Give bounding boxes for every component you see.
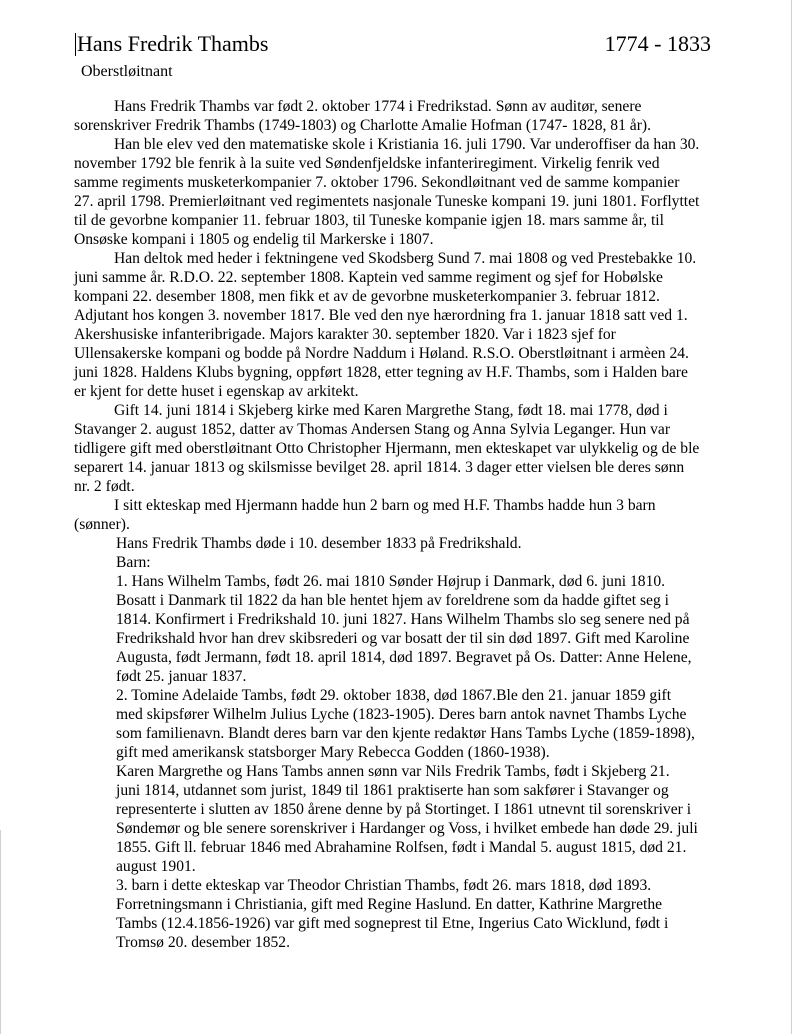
page-title[interactable]: Hans Fredrik Thambs: [77, 31, 269, 56]
text-line[interactable]: Onsøske kompani i 1805 og endelig til Markerske i 1807.: [74, 231, 434, 248]
text-line[interactable]: Adjutant hos kongen 3. november 1817. Ble ved den nye hærordning fra 1. januar 1818 satt ved 1.: [74, 307, 688, 324]
text-line[interactable]: representerte i slutten av 1850 årene denne by på Stortinget. I 1861 utnevnt til sorenskriver i: [116, 801, 692, 818]
text-line[interactable]: Augusta, født Jermann, født 18. april 1814, død 1897. Begravet på Os. Datter: Anne Helene,: [116, 649, 692, 666]
text-line[interactable]: Akershusiske infanteribrigade. Majors karakter 30. september 1820. Var i 1823 sjef for: [74, 326, 616, 343]
text-line[interactable]: 2. Tomine Adelaide Tambs, født 29. oktober 1838, død 1867.Ble den 21. januar 1859 gift: [116, 687, 672, 704]
paragraph[interactable]: [74, 249, 724, 401]
text-line[interactable]: 27. april 1798. Premierløitnant ved regimentets nasjonale Tuneske kompani 19. juni 1801. Forflyttet: [74, 193, 700, 210]
text-line[interactable]: 3. barn i dette ekteskap var Theodor Christian Thambs, født 26. mars 1818, død 1893.: [116, 877, 652, 894]
text-line[interactable]: sorenskriver Fredrik Thambs (1749-1803) og Charlotte Amalie Hofman (1747- 1828, 81 år).: [74, 117, 651, 134]
text-line[interactable]: august 1901.: [116, 858, 196, 875]
text-line[interactable]: Bosatt i Danmark til 1822 da han ble hentet hjem av foreldrene som da hadde giftet seg i: [116, 592, 669, 609]
text-line[interactable]: med skipsfører Wilhelm Julius Lyche (1823-1905). Deres barn antok navnet Thambs Lyche: [116, 706, 687, 723]
text-line[interactable]: (sønner).: [74, 516, 130, 533]
paragraph[interactable]: [74, 97, 724, 135]
text-line[interactable]: gift med amerikansk statsborger Mary Rebecca Godden (1860-1938).: [116, 744, 550, 761]
text-line[interactable]: født 25. januar 1837.: [116, 668, 247, 685]
paragraph[interactable]: [74, 135, 724, 249]
text-line[interactable]: Tromsø 20. desember 1852.: [116, 934, 290, 951]
document-body[interactable]: [74, 97, 724, 952]
text-line[interactable]: 1. Hans Wilhelm Tambs, født 26. mai 1810 Sønder Højrup i Danmark, død 6. juni 1810.: [116, 573, 666, 590]
text-line[interactable]: Karen Margrethe og Hans Tambs annen sønn var Nils Fredrik Tambs, født i Skjeberg 21.: [116, 763, 670, 780]
text-line[interactable]: Forretningsmann i Christiania, gift med Regine Haslund. En datter, Kathrine Margrethe: [116, 896, 663, 913]
text-line[interactable]: Tambs (12.4.1856-1926) var gift med sogneprest til Etne, Ingerius Cato Wicklund, født i: [116, 915, 669, 932]
text-line[interactable]: juni 1814, utdannet som jurist, 1849 til 1861 praktiserte han som sakfører i Stavanger og: [116, 782, 669, 799]
text-line[interactable]: nr. 2 født.: [74, 478, 135, 495]
text-line[interactable]: tidligere gift med oberstløitnant Otto Christopher Hjermann, men ekteskapet var ulykkelig og de ble: [74, 440, 700, 457]
text-line[interactable]: samme regiments musketerkompanier 7. oktober 1796. Sekondløitnant ved de samme kompanier: [74, 174, 680, 191]
text-line[interactable]: november 1792 ble fenrik à la suite ved Søndenfjeldske infanteriregiment. Virkelig fenrik ved: [74, 155, 660, 172]
text-line[interactable]: er kjent for dette huset i egenskap av arkitekt.: [74, 383, 359, 400]
life-years[interactable]: 1774 - 1833: [604, 31, 711, 56]
text-line[interactable]: separert 14. januar 1813 og skilsmisse bevilget 28. april 1814. 3 dager etter vielsen ble deres sønn: [74, 459, 685, 476]
page-edge-left: [0, 830, 1, 1034]
text-line[interactable]: 1814. Konfirmert i Fredrikshald 10. juni 1827. Hans Wilhelm Thambs slo seg senere ned på: [116, 611, 690, 628]
text-line[interactable]: som familienavn. Blandt deres barn var den kjente redaktør Hans Tambs Lyche (1859-1898),: [116, 725, 695, 742]
paragraph[interactable]: [74, 401, 724, 496]
text-line[interactable]: Fredrikshald hvor han drev skibsrederi og var bosatt der til sin død 1897. Gift med Karoline: [116, 630, 690, 647]
text-line[interactable]: Gift 14. juni 1814 i Skjeberg kirke med Karen Margrethe Stang, født 18. mai 1778, død i: [114, 402, 668, 419]
text-line[interactable]: Han ble elev ved den matematiske skole i Kristiania 16. juli 1790. Var underoffiser da han 30.: [114, 136, 700, 153]
text-line[interactable]: Hans Fredrik Thambs døde i 10. desember 1833 på Fredrikshald.: [116, 535, 522, 552]
text-line[interactable]: Søndemør og ble senere sorenskriver i Hardanger og Voss, i hvilket embede han døde 29. juli: [116, 820, 698, 837]
text-line[interactable]: kompani 22. desember 1808, men fikk et av de gevorbne musketerkompanier 3. februar 1812.: [74, 288, 660, 305]
text-line[interactable]: Ullensakerske kompani og bodde på Nordre Naddum i Høland. R.S.O. Oberstløitnant i armèen 24.: [74, 345, 689, 362]
text-line[interactable]: 1855. Gift ll. februar 1846 med Abrahamine Rolfsen, født i Mandal 5. august 1815, død 21.: [116, 839, 687, 856]
text-line[interactable]: Barn:: [116, 554, 151, 571]
text-cursor: [75, 33, 76, 56]
text-line[interactable]: Stavanger 2. august 1852, datter av Thomas Andersen Stang og Anna Sylvia Leganger. Hun var: [74, 421, 671, 438]
text-line[interactable]: Han deltok med heder i fektningene ved Skodsberg Sund 7. mai 1808 og ved Prestebakke 10.: [114, 250, 697, 267]
text-line[interactable]: juni samme år. R.D.O. 22. september 1808. Kaptein ved samme regiment og sjef for Hobølske: [74, 269, 663, 286]
text-line[interactable]: til de gevorbne kompanier 11. februar 1803, til Tuneske kompanie igjen 18. mars samme år, til: [74, 212, 664, 229]
paragraph[interactable]: [74, 534, 724, 952]
page-edge-right: [791, 0, 792, 1034]
document-header: [74, 30, 714, 90]
rank-title[interactable]: Oberstløitnant: [81, 63, 173, 80]
paragraph[interactable]: [74, 496, 724, 534]
text-line[interactable]: juni 1828. Haldens Klubs bygning, oppført 1828, etter tegning av H.F. Thambs, som i Halden bare: [74, 364, 688, 381]
text-line[interactable]: Hans Fredrik Thambs var født 2. oktober 1774 i Fredrikstad. Sønn av auditør, senere: [114, 98, 642, 115]
text-line[interactable]: I sitt ekteskap med Hjermann hadde hun 2 barn og med H.F. Thambs hadde hun 3 barn: [114, 497, 656, 514]
